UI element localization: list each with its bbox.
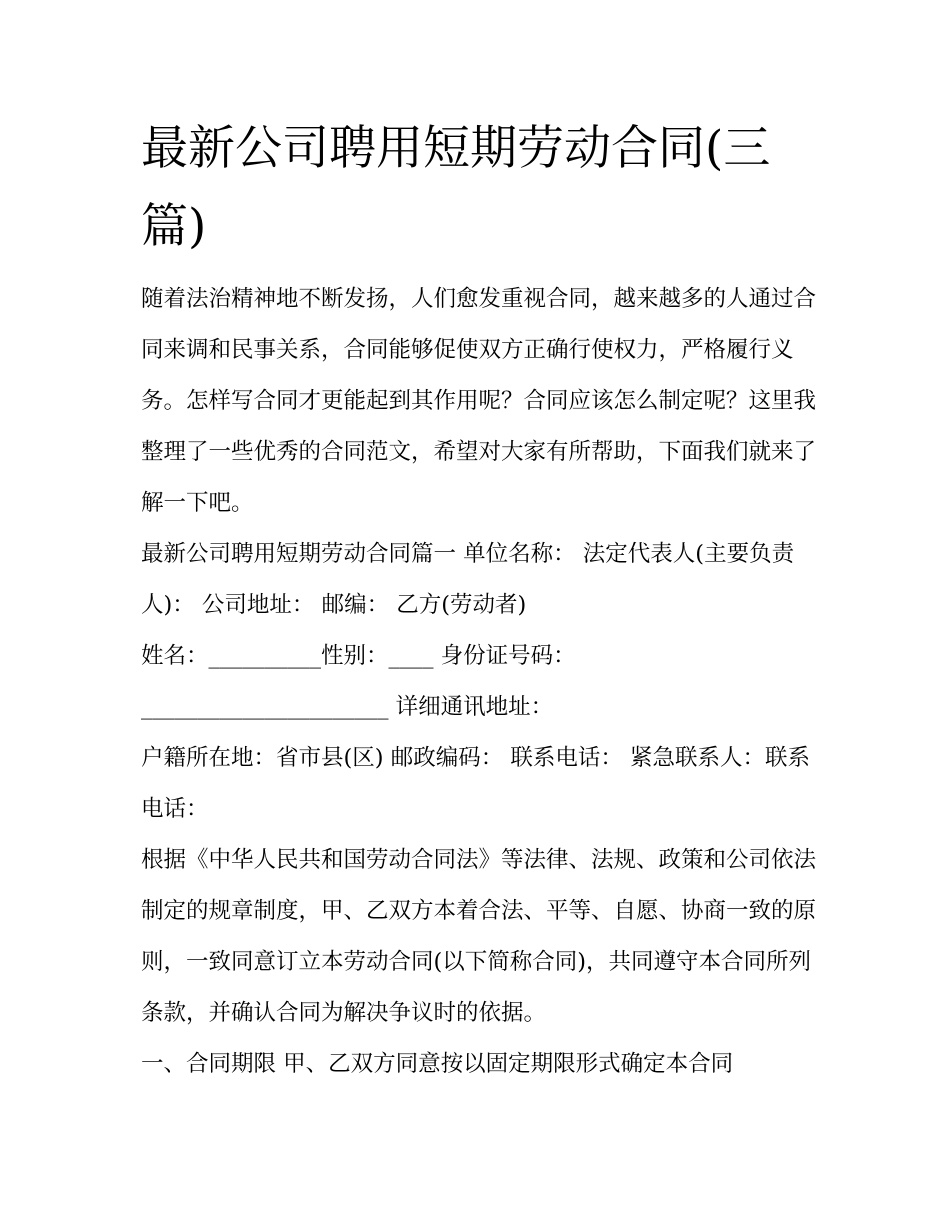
employer-info-paragraph: 最新公司聘用短期劳动合同篇一 单位名称： 法定代表人(主要负责人)： 公司地址： 邮编： 乙方(劳动者) [141,541,795,618]
contract-term-paragraph: 一、合同期限 甲、乙双方同意按以固定期限形式确定本合同 [141,1051,734,1077]
employee-info-paragraph: 姓名：__________性别：____ 身份证号码：______________________ 详细通讯地址： [141,643,576,720]
legal-basis-paragraph: 根据《中华人民共和国劳动合同法》等法律、法规、政策和公司依法制定的规章制度，甲、乙双方本着合法、平等、自愿、协商一致的原则，一致同意订立本劳动合同(以下简称合同)，共同遵守本合同所列条款，并确认合同为解决争议时的依据。 [141,847,817,1026]
document-body [141,110,821,1090]
intro-paragraph: 随着法治精神地不断发扬，人们愈发重视合同，越来越多的人通过合同来调和民事关系，合同能够促使双方正确行使权力，严格履行义务。怎样写合同才更能起到其作用呢？合同应该怎么制定呢？这里我整理了一些优秀的合同范文，希望对大家有所帮助，下面我们就来了解一下吧。 [141,286,817,516]
document-title: 最新公司聘用短期劳动合同(三篇) [141,121,771,254]
contact-info-paragraph: 户籍所在地：省市县(区) 邮政编码： 联系电话： 紧急联系人：联系电话： [141,745,811,822]
